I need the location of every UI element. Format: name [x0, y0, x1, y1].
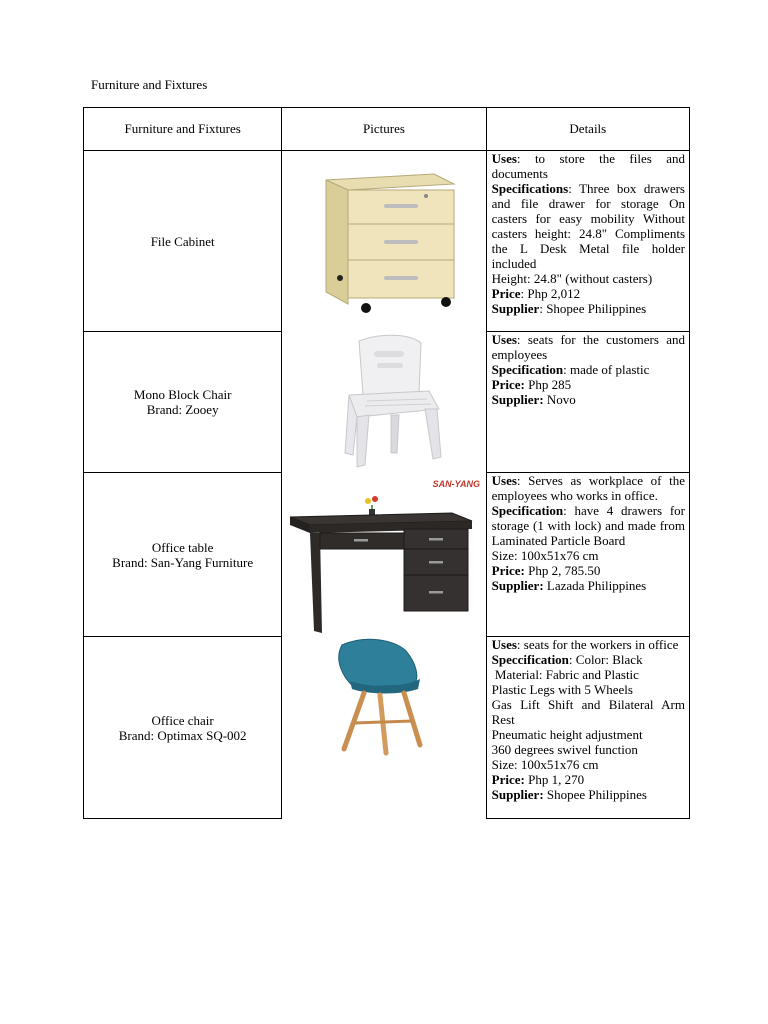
page-title: Furniture and Fixtures: [91, 77, 208, 92]
detail-line: Price: Php 1, 270: [491, 772, 585, 787]
office-table-image: [282, 473, 486, 637]
item-details-cell: [486, 637, 689, 819]
file-cabinet-image: [282, 151, 486, 332]
item-name-cell: [84, 332, 282, 473]
detail-line: Height: 24.8" (without casters): [491, 271, 653, 286]
detail-line: Price: Php 2,012: [491, 286, 581, 301]
item-details-cell: [486, 473, 689, 637]
detail-line: Supplier: Shopee Philippines: [491, 787, 647, 802]
detail-line: Specifications: Three box drawers and file drawer for storage On casters for easy mobility Without casters height: 24.8" Compliments the L Desk Metal file holder included: [491, 181, 685, 271]
detail-line: Specification: have 4 drawers for storage (1 with lock) and made from Laminated Particle Board: [491, 503, 685, 548]
plastic-chair-icon: [319, 333, 449, 471]
detail-line: Price: Php 285: [491, 377, 572, 392]
column-header-pictures: Pictures: [282, 108, 486, 151]
san-yang-logo: SAN-YANG: [432, 478, 480, 489]
item-name-cell: [84, 151, 282, 332]
office-desk-icon: [284, 475, 484, 635]
detail-line: Size: 100x51x76 cm: [491, 548, 599, 563]
detail-line: Supplier: Novo: [491, 392, 576, 407]
table-row: [84, 473, 690, 637]
table-row: [84, 637, 690, 819]
item-name: Office chair: [151, 712, 214, 728]
table-row: [84, 332, 690, 473]
detail-line: 360 degrees swivel function: [491, 742, 638, 757]
detail-line: Plastic Legs with 5 Wheels: [491, 682, 633, 697]
detail-line: Pneumatic height adjustment: [491, 727, 643, 742]
item-name: Office table: [151, 539, 214, 555]
detail-line: Size: 100x51x76 cm: [491, 757, 599, 772]
item-name: File Cabinet: [150, 233, 215, 249]
detail-line: Uses: seats for the workers in office: [491, 637, 679, 652]
detail-line: Specification: made of plastic: [491, 362, 650, 377]
detail-line: Material: Fabric and Plastic: [491, 667, 639, 682]
item-details-cell: [486, 332, 689, 473]
column-header-details: Details: [486, 108, 689, 151]
table-header-row: [84, 108, 690, 151]
item-brand: Brand: Optimax SQ-002: [118, 727, 247, 743]
item-name-cell: [84, 637, 282, 819]
item-details-cell: [486, 151, 689, 332]
furniture-table: [83, 107, 690, 819]
detail-line: Gas Lift Shift and Bilateral Arm Rest: [491, 697, 685, 727]
detail-line: Supplier: Shopee Philippines: [491, 301, 647, 316]
file-cabinet-icon: [304, 166, 464, 316]
item-name: Mono Block Chair: [133, 387, 232, 402]
detail-line: Price: Php 2, 785.50: [491, 563, 601, 578]
table-row: [84, 151, 690, 332]
detail-line: Uses: seats for the customers and employees: [491, 332, 685, 362]
detail-line: Supplier: Lazada Philippines: [491, 578, 647, 593]
detail-line: Uses: Serves as workplace of the employees who works in office.: [491, 473, 685, 503]
detail-line: Uses: to store the files and documents: [491, 151, 685, 181]
item-brand: Brand: Zooey: [146, 402, 219, 417]
office-chair-image: [282, 637, 486, 819]
item-brand: Brand: San-Yang Furniture: [112, 554, 254, 570]
detail-line: Speccification: Color: Black: [491, 652, 643, 667]
mono-block-chair-image: [282, 332, 486, 473]
office-chair-icon: [324, 637, 444, 757]
item-name-cell: [84, 473, 282, 637]
column-header-furniture: Furniture and Fixtures: [84, 108, 282, 151]
